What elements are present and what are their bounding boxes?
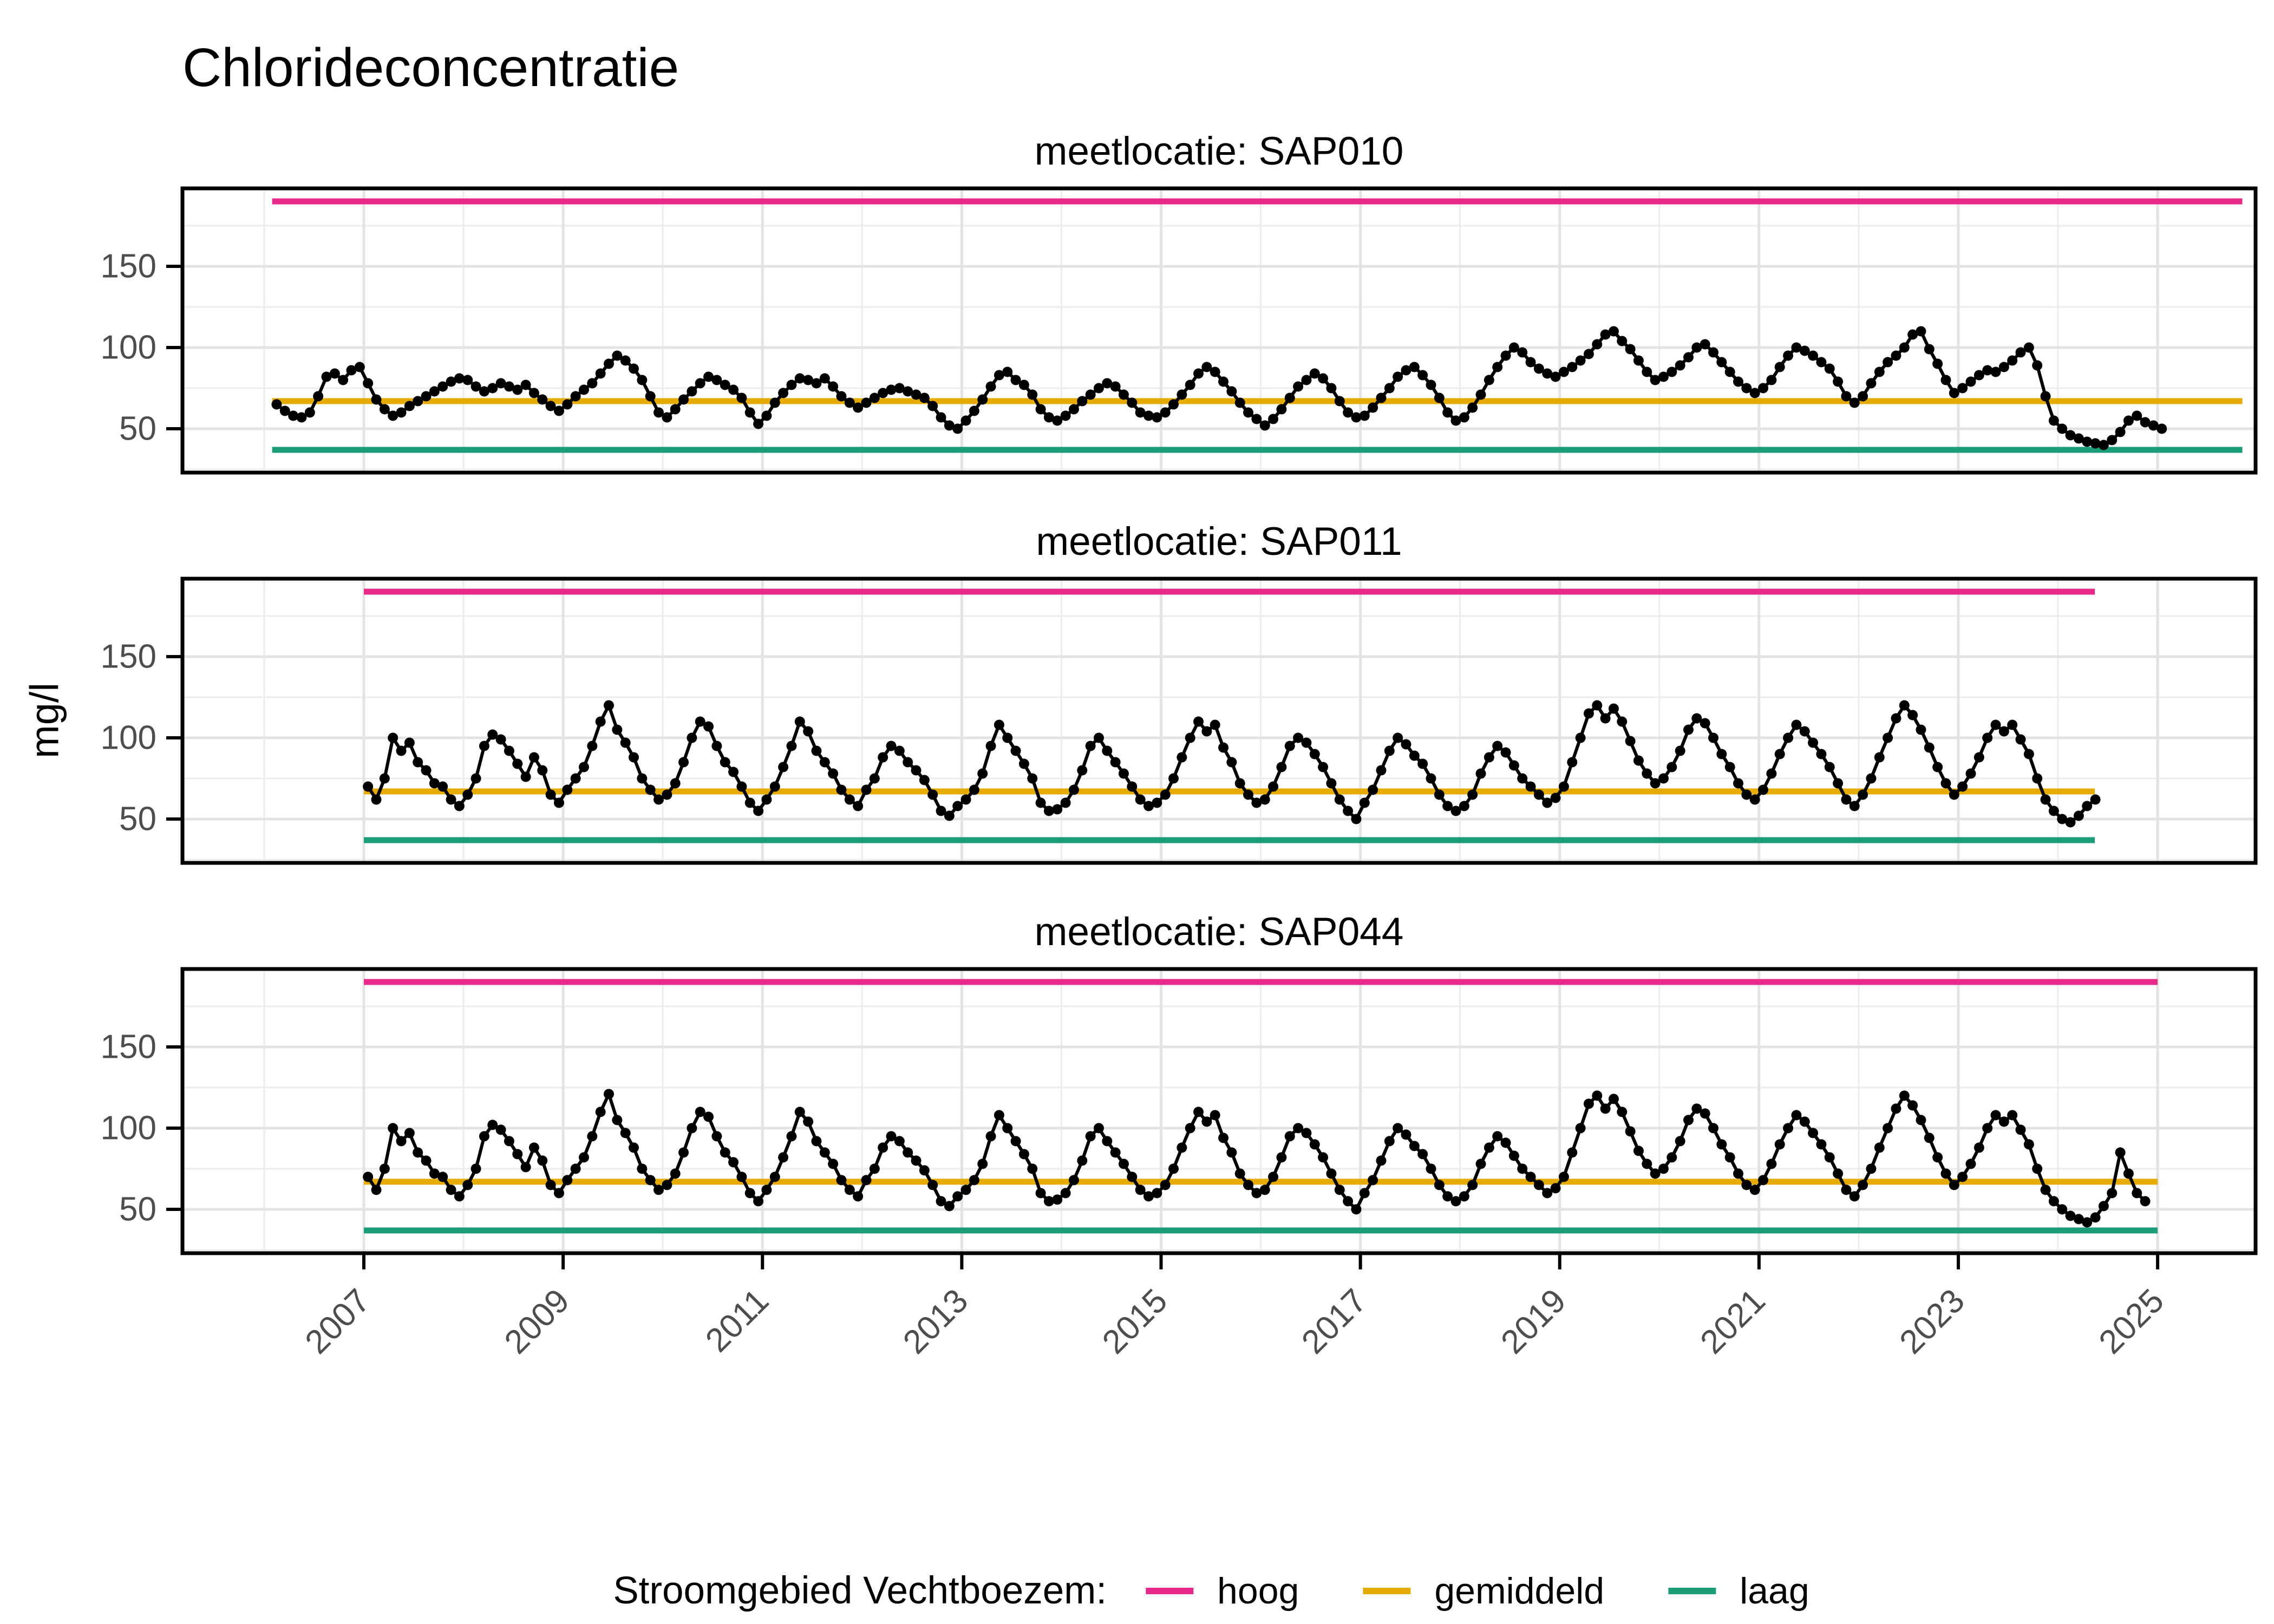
legend-line-hoog-icon: [1146, 1588, 1193, 1594]
x-tick-label: 2023: [1892, 1282, 1972, 1361]
legend-item-laag: [1668, 1570, 1809, 1612]
facet-strip-label-sap011: meetlocatie: SAP011: [1036, 520, 1402, 564]
facet-strip-label-sap044: meetlocatie: SAP044: [1034, 910, 1404, 954]
page-title: Chlorideconcentratie: [182, 37, 679, 98]
y-tick-label: 50: [119, 1190, 156, 1228]
x-tick-label: 2011: [698, 1282, 776, 1360]
x-tick-label: 2007: [298, 1282, 377, 1361]
x-tick-label: 2013: [896, 1282, 976, 1361]
facet-panel-1: [101, 579, 2256, 863]
y-tick-label: 100: [100, 329, 156, 366]
y-axis-title: mg/l: [22, 683, 67, 758]
legend-line-gemiddeld-icon: [1363, 1588, 1410, 1594]
y-tick-label: 100: [100, 1109, 156, 1147]
y-tick-label: 150: [100, 247, 156, 285]
y-tick-label: 150: [100, 638, 156, 676]
x-tick-label: 2017: [1295, 1282, 1374, 1361]
legend-label-laag: laag: [1740, 1570, 1809, 1612]
legend: [613, 1569, 1809, 1613]
x-tick-label: 2025: [2092, 1282, 2171, 1361]
y-tick-label: 50: [119, 800, 156, 838]
legend-label-hoog: hoog: [1217, 1570, 1299, 1612]
y-tick-label: 50: [119, 410, 156, 448]
x-tick-label: 2015: [1095, 1282, 1175, 1361]
legend-item-gemiddeld: [1363, 1570, 1604, 1612]
legend-title: Stroomgebied Vechtboezem:: [613, 1569, 1107, 1612]
facet-panel-0: [101, 188, 2256, 473]
legend-item-hoog: [1146, 1570, 1299, 1612]
facet-panel-2: [101, 969, 2256, 1253]
facet-strip-label-sap010: meetlocatie: SAP010: [1034, 129, 1404, 173]
legend-label-gemiddeld: gemiddeld: [1434, 1570, 1605, 1612]
x-tick-label: 2009: [497, 1282, 577, 1361]
y-tick-label: 100: [100, 719, 156, 757]
series-line: [368, 1094, 2145, 1222]
y-tick-label: 150: [100, 1028, 156, 1066]
legend-line-laag-icon: [1668, 1588, 1716, 1594]
x-tick-label: 2019: [1494, 1282, 1573, 1361]
x-tick-label: 2021: [1693, 1282, 1773, 1361]
